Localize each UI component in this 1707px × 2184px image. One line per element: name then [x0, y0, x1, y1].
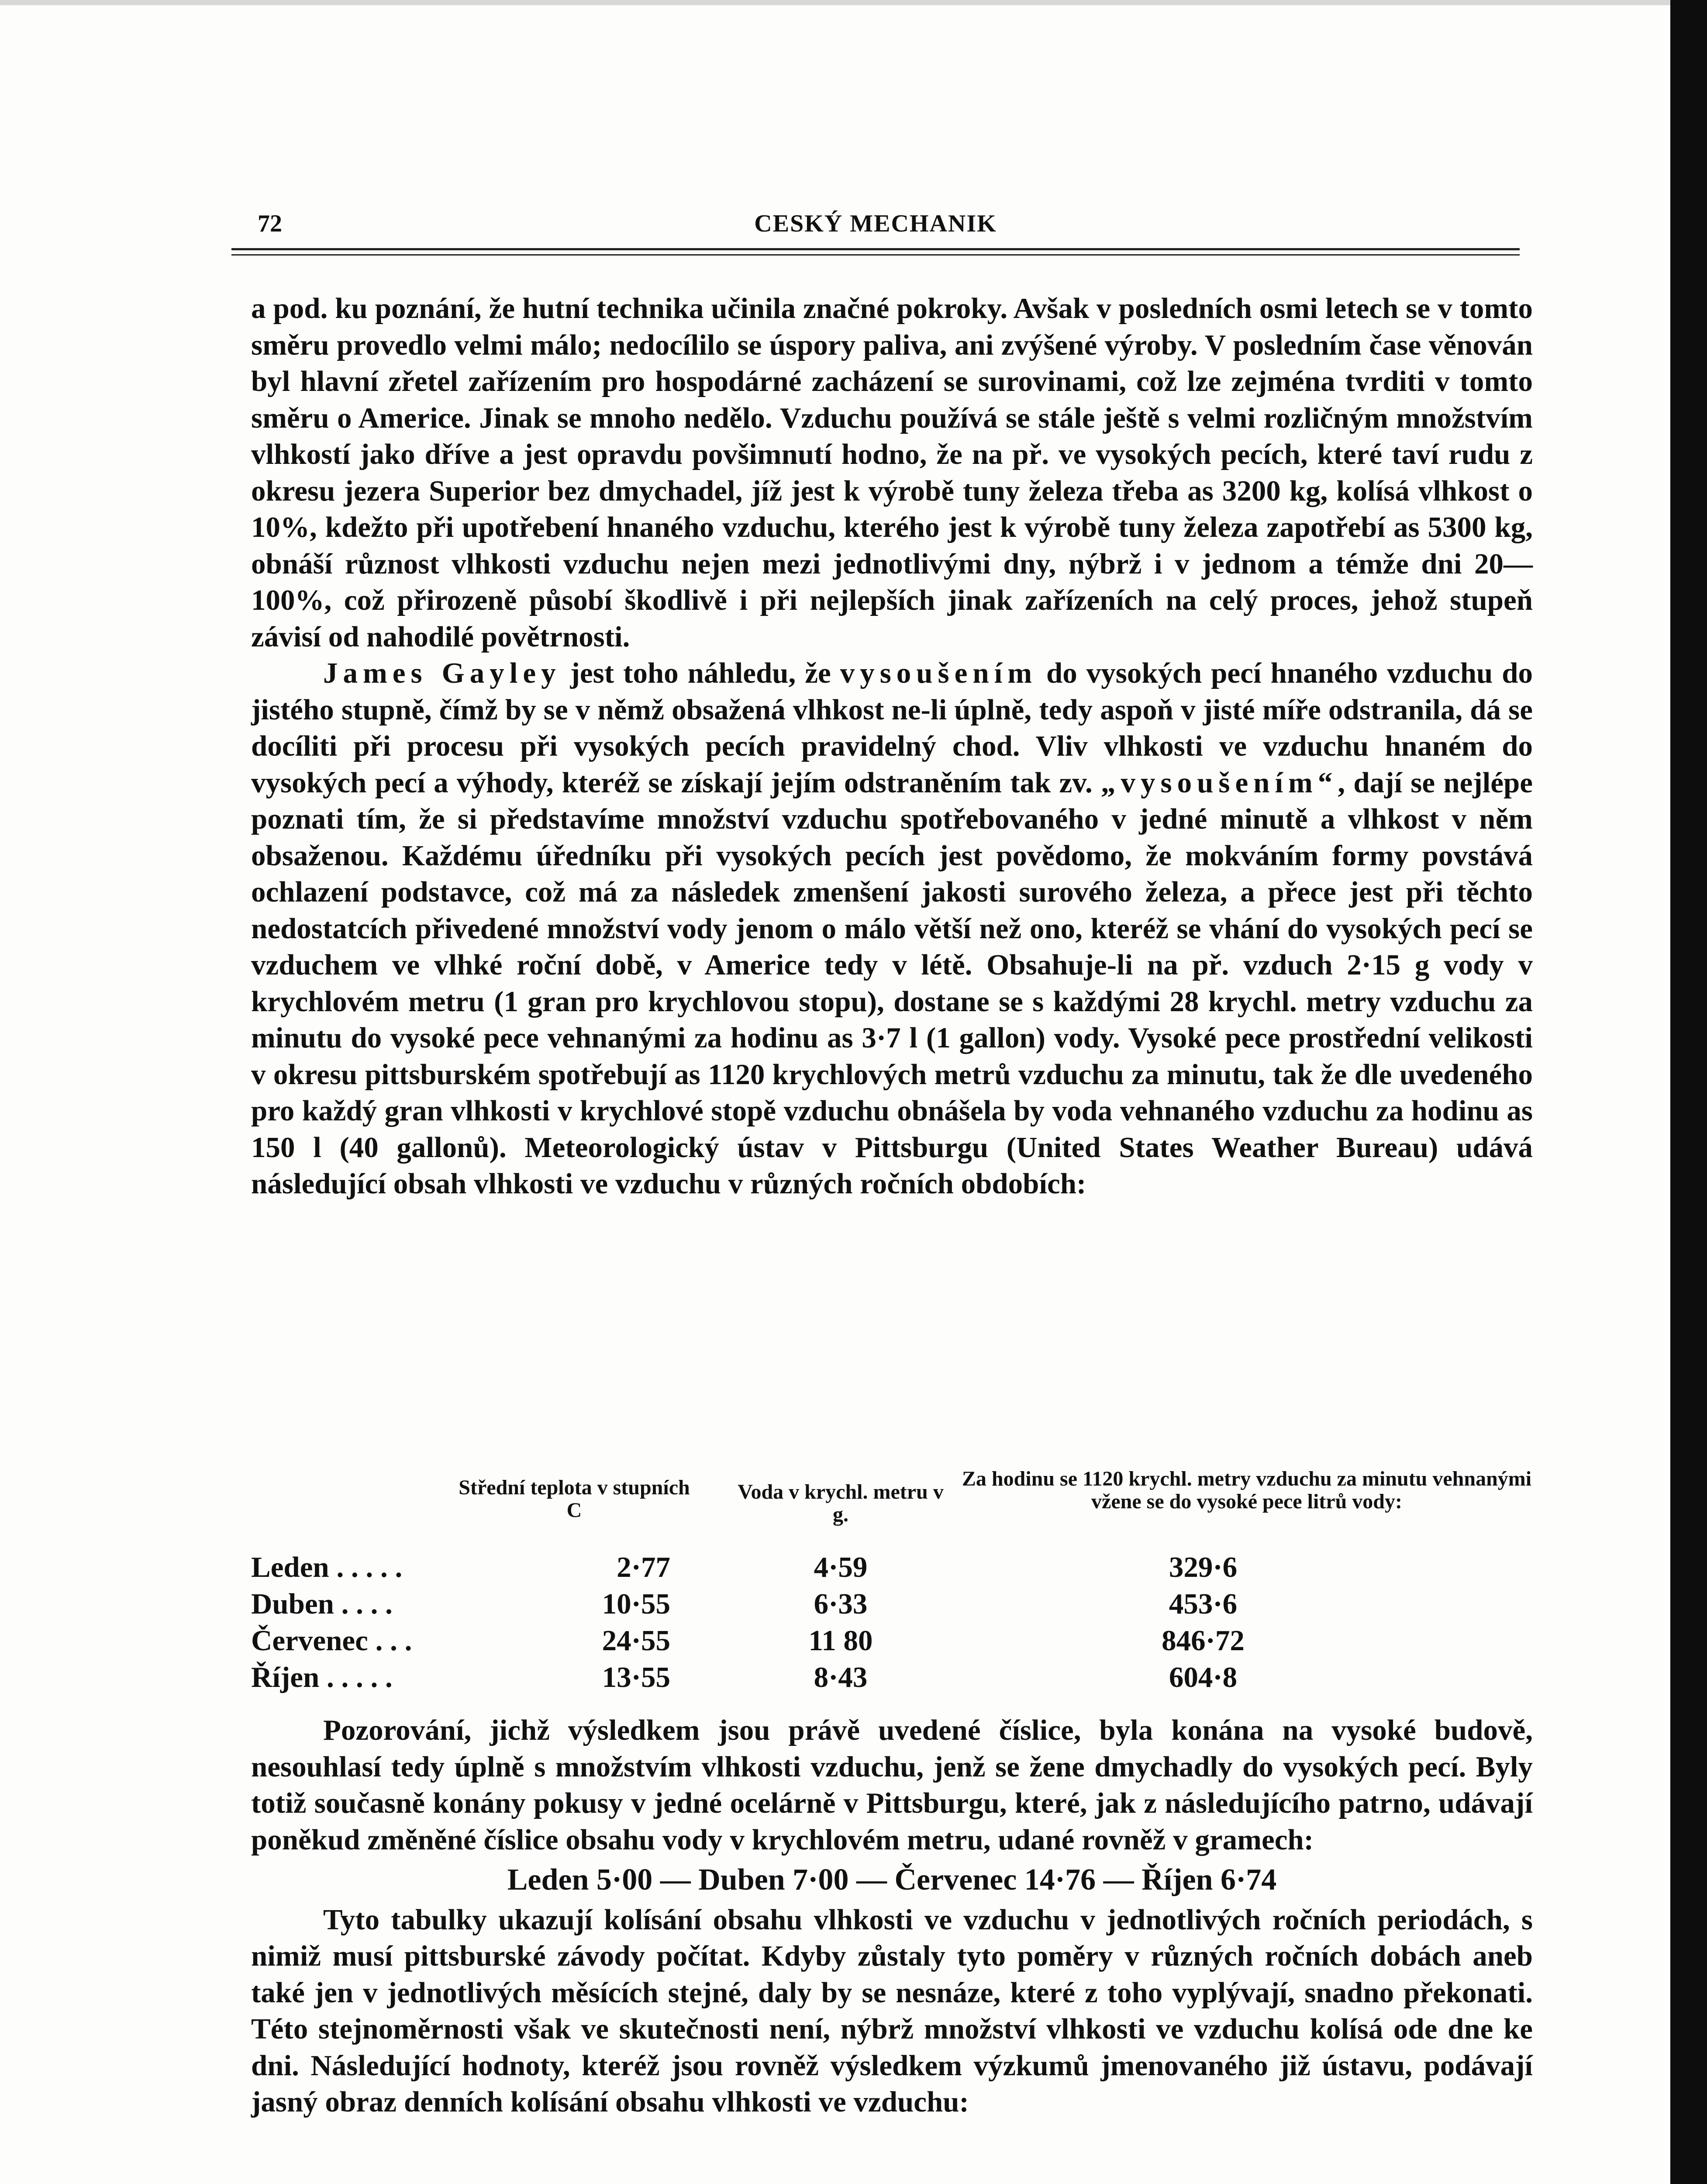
table-row	[251, 1661, 1533, 1697]
paragraph-observation: Pozorování, jichž výsledkem jsou právě uvedené číslice, byla konána na vysoké budově, nesouhlasí tedy úplně s množstvím vlhkosti vzduchu, jenž se žene dmychadly do vysokých pecí. Byly totiž současně konány pokusy v jedné ocelárně v Pittsburgu, které, jak z následujícího patrno, udávají poněkud změněné číslice obsahu vody v krychlovém metru, udané rovněž v gramech:	[251, 1714, 1533, 1856]
volume-cell: 453·6	[1169, 1588, 1238, 1620]
page-header	[231, 205, 1520, 245]
page-number: 72	[258, 210, 282, 237]
temperature-cell: 10·55	[602, 1588, 670, 1620]
body-text-top	[251, 290, 1533, 1203]
scan-right-edge	[1670, 0, 1707, 2184]
volume-cell: 846·72	[1162, 1624, 1245, 1657]
term-vysousenim: vysoušením	[840, 657, 1038, 689]
centered-values-line: Leden 5·00 — Duben 7·00 — Červenec 14·76 — Říjen 6·74	[507, 1863, 1277, 1897]
paragraph-gayley: James Gayley jest toho náhledu, že vysoušením do vysokých pecí hnaného vzduchu do jistého stupně, čímž by se v němž obsažená vlhkost ne-li úplně, tedy aspoň v jisté míře odstranila, dá se docíliti při procesu při vysokých pecích pravidelný chod. Vliv vlhkosti ve vzduchu hnaném do vysokých pecí a výhody, kteréž se získají jejím odstraněním tak zv. „vysoušením“, dají se nejlépe poznati tím, že si představíme množství vzduchu spotřebovaného v jedné minutě a vlhkost v něm obsaženou. Každému úředníku při vysokých pecích jest povědomo, že mokváním formy povstává ochlazení podstavce, což má za následek zmenšení jakosti surového železa, a přece jest při těchto nedostatcích přivedené množství vody jenom o málo větší než ono, kteréž se vhání do vysokých pecí se vzduchem ve vlhké roční době, v Americe tedy v létě. Obsahuje-li na př. vzduch 2·15 g vody v krychlovém metru (1 gran pro krychlovou stopu), dostane se s každými 28 krychl. metry vzduchu za minutu do vysoké pece vehnanými za hodinu as 3·7 l (1 gallon) vody. Vysoké pece prostřední velikosti v okresu pittsburském spotřebují as 1120 krychlových metrů vzduchu za minutu, tak že dle uvedeného pro každý gran vlhkosti v krychlové stopě vzduchu obnášela by voda vehnaného vzduchu za hodinu as 150 l (40 gallonů). Meteorologický ústav v Pittsburgu (United States Weather Bureau) udává následující obsah vlhkosti ve vzduchu v různých ročních obdobích:	[251, 657, 1533, 1200]
running-title: CESKÝ MECHANIK	[754, 210, 997, 237]
author-name: James Gayley	[323, 657, 561, 689]
month-cell: Leden . . . . .	[251, 1551, 403, 1583]
column-header-moisture: Voda v krychl. metru v g.	[738, 1480, 944, 1526]
scan-top-edge	[0, 0, 1670, 5]
volume-cell: 604·8	[1169, 1661, 1238, 1693]
volume-cell: 329·6	[1169, 1551, 1238, 1583]
moisture-cell: 8·43	[814, 1661, 868, 1693]
header-rule-thin	[231, 254, 1520, 256]
table-row	[251, 1624, 1533, 1661]
paragraph: a pod. ku poznání, že hutní technika učinila značné pokroky. Avšak v posledních osmi letech se v tomto směru provedlo velmi málo; nedocílilo se úspory paliva, ani zvýšené výroby. V posledním čase věnován byl hlavní zřetel zařízením pro hospodárné zacházení se surovinami, což lze zejména tvrditi v tomto směru o Americe. Jinak se mnoho nedělo. Vzduchu používá se stále ještě s velmi rozličným množstvím vlhkostí jako dříve a jest opravdu povšimnutí hodno, že na př. ve vysokých pecích, které taví rudu z okresu jezera Superior bez dmychadel, jíž jest k výrobě tuny železa třeba as 3200 kg, kolísá vlhkost o 10%, kdežto při upotřebení hnaného vzduchu, kterého jest k výrobě tuny železa zapotřebí as 5300 kg, obnáší různost vlhkosti vzduchu nejen mezi jednotlivými dny, nýbrž i v jednom a témže dni 20—100%, což přirozeně působí škodlivě i při nejlepších jinak zařízeních na celý proces, jehož stupeň závisí od nahodilé povětrnosti.	[251, 292, 1533, 653]
column-header-volume: Za hodinu se 1120 krychl. metry vzduchu za minutu vehnanými vžene se do vysoké pece litrů vody:	[962, 1467, 1532, 1513]
moisture-cell: 6·33	[814, 1588, 868, 1620]
temperature-cell: 2·77	[617, 1551, 670, 1583]
moisture-cell: 11 80	[808, 1624, 873, 1657]
table-row	[251, 1587, 1533, 1624]
column-header-temperature: Střední teplota v stupních C	[459, 1476, 690, 1522]
temperature-cell: 24·55	[602, 1624, 670, 1657]
term-vysousenim-quoted: „vysoušením“	[1101, 766, 1338, 799]
paragraph-final: Tyto tabulky ukazují kolísání obsahu vlhkosti ve vzduchu v jednotlivých ročních periodách, s nimiž musí pittsburské závody počítat. Kdyby zůstaly tyto poměry v různých ročních dobách aneb také jen v jednotlivých měsících stejné, daly by se nesnáze, které z toho vyplývají, snadno překonati. Této stejnoměrnosti však ve skutečnosti není, nýbrž množství vlhkosti ve vzduchu kolísá ode dne ke dni. Následující hodnoty, kteréž jsou rovněž výsledkem výzkumů jmenovaného již ústavu, podávají jasný obraz denních kolísání obsahu vlhkosti ve vzduchu:	[251, 1903, 1533, 2118]
table-row	[251, 1551, 1533, 1587]
month-cell: Červenec . . .	[251, 1624, 412, 1657]
month-cell: Duben . . . .	[251, 1588, 393, 1620]
header-rule	[231, 248, 1520, 250]
month-cell: Říjen . . . . .	[251, 1661, 393, 1693]
moisture-cell: 4·59	[814, 1551, 868, 1583]
body-text-bottom	[251, 1712, 1533, 2121]
temperature-cell: 13·55	[602, 1661, 670, 1693]
humidity-table	[251, 1468, 1533, 1712]
